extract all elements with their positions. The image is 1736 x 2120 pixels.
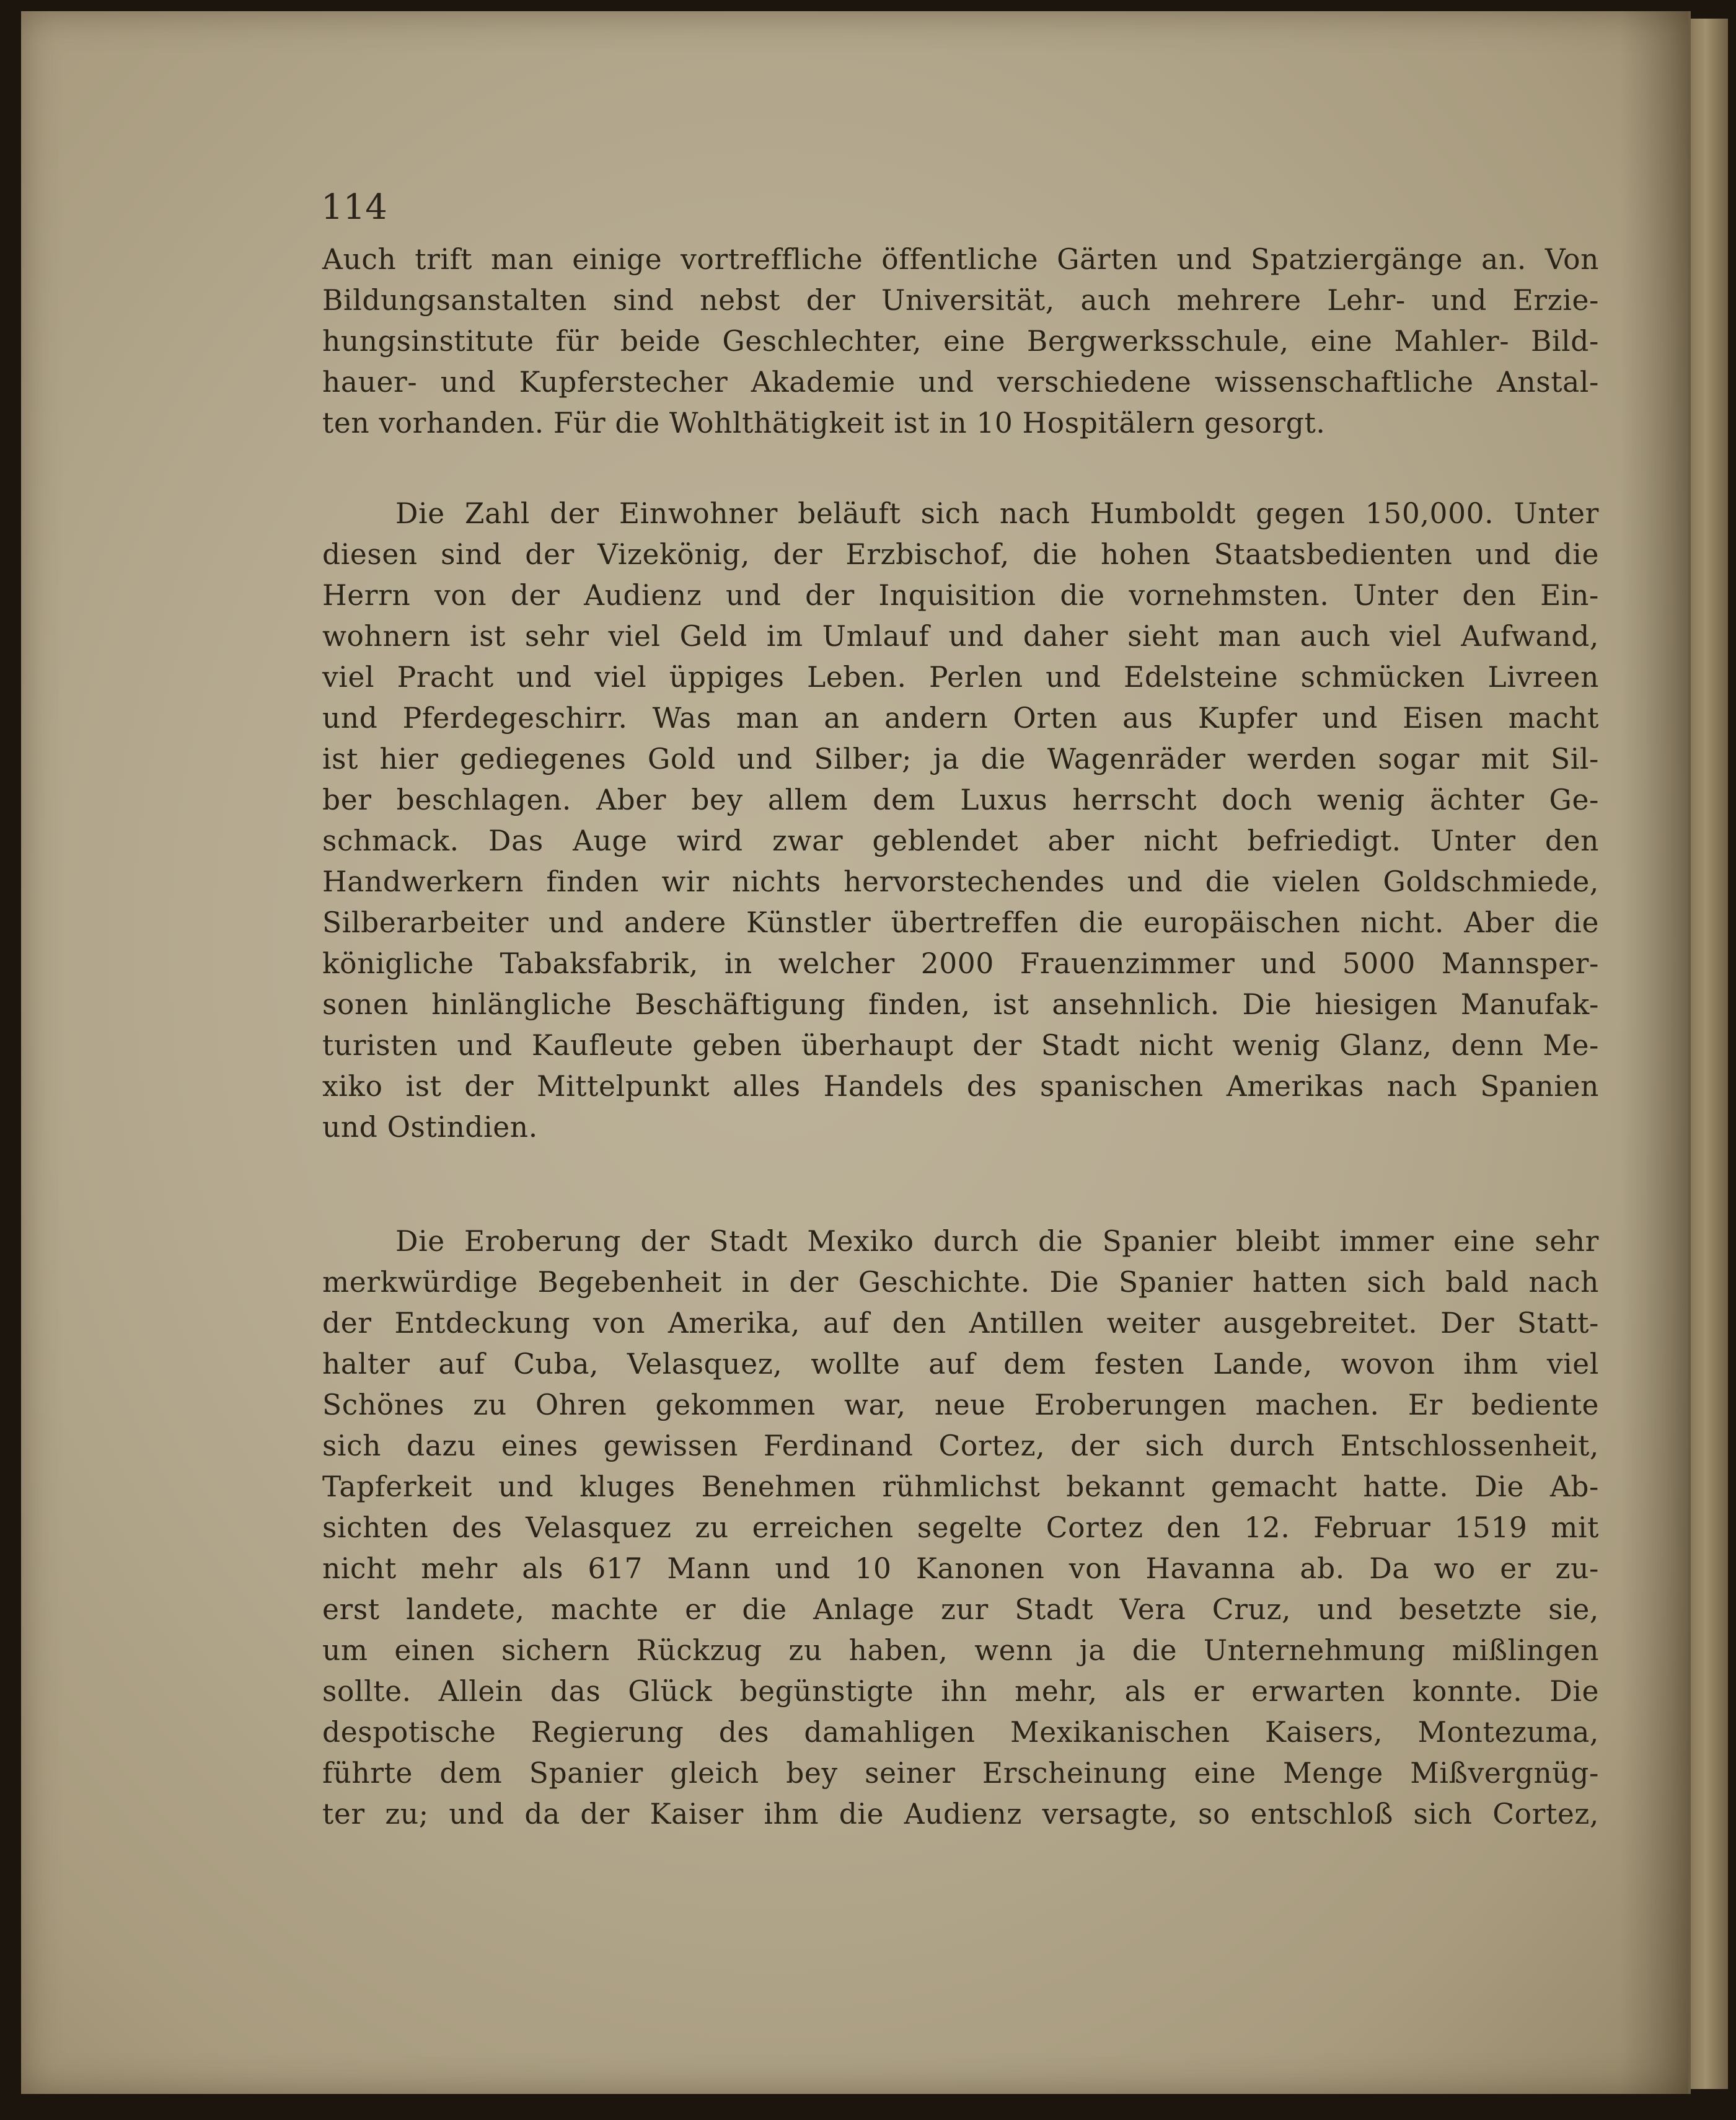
text-line: um einen sichern Rückzug zu haben, wenn ja die Unternehmung mißlingen bbox=[322, 1634, 1599, 1667]
text-line: ten vorhanden. Für die Wohlthätigkeit ist in 10 Hospitälern gesorgt. bbox=[322, 407, 1326, 439]
text-line: Bildungsanstalten sind nebst der Universität, auch mehrere Lehr- und Erzie- bbox=[322, 284, 1599, 317]
text-line: diesen sind der Vizekönig, der Erzbischof, die hohen Staatsbedienten und die bbox=[322, 538, 1599, 571]
adjacent-page-edge bbox=[1691, 19, 1728, 2089]
text-line: Tapferkeit und kluges Benehmen rühmlichst bekannt gemacht hatte. Die Ab- bbox=[322, 1470, 1599, 1503]
text-line: der Entdeckung von Amerika, auf den Antillen weiter ausgebreitet. Der Statt- bbox=[322, 1307, 1599, 1340]
text-line: Silberarbeiter und andere Künstler übertreffen die europäischen nicht. Aber die bbox=[322, 906, 1599, 939]
text-line: ist hier gediegenes Gold und Silber; ja die Wagenräder werden sogar mit Sil- bbox=[322, 743, 1599, 775]
text-line: sichten des Velasquez zu erreichen segelte Cortez den 12. Februar 1519 mit bbox=[322, 1511, 1599, 1544]
text-line: Herrn von der Audienz und der Inquisition die vornehmsten. Unter den Ein- bbox=[322, 579, 1599, 612]
text-line: viel Pracht und viel üppiges Leben. Perlen und Edelsteine schmücken Livreen bbox=[322, 661, 1599, 694]
text-line: despotische Regierung des damahligen Mexikanischen Kaisers, Montezuma, bbox=[322, 1716, 1599, 1749]
body-text bbox=[322, 239, 1599, 1835]
text-line: königliche Tabaksfabrik, in welcher 2000 Frauenzimmer und 5000 Mannsper- bbox=[322, 947, 1599, 980]
text-line: und Ostindien. bbox=[322, 1111, 538, 1144]
text-line: Handwerkern finden wir nichts hervorstechendes und die vielen Goldschmiede, bbox=[322, 865, 1599, 898]
text-line: hauer- und Kupferstecher Akademie und verschiedene wissenschaftliche Anstal- bbox=[322, 366, 1599, 399]
text-line: ber beschlagen. Aber bey allem dem Luxus herrscht doch wenig ächter Ge- bbox=[322, 784, 1599, 816]
paragraph-gap bbox=[322, 444, 1599, 493]
text-line: sonen hinlängliche Beschäftigung finden, ist ansehnlich. Die hiesigen Manufak- bbox=[322, 988, 1599, 1021]
text-line: Die Zahl der Einwohner beläuft sich nach Humboldt gegen 150,000. Unter bbox=[395, 497, 1599, 530]
text-line: turisten und Kaufleute geben überhaupt der Stadt nicht wenig Glanz, denn Me- bbox=[322, 1029, 1599, 1062]
text-line: wohnern ist sehr viel Geld im Umlauf und daher sieht man auch viel Aufwand, bbox=[322, 620, 1599, 653]
text-line: merkwürdige Begebenheit in der Geschichte. Die Spanier hatten sich bald nach bbox=[322, 1266, 1599, 1299]
text-line: xiko ist der Mittelpunkt alles Handels des spanischen Amerikas nach Spanien bbox=[322, 1070, 1599, 1103]
paragraph-gap bbox=[322, 1148, 1599, 1221]
text-line: schmack. Das Auge wird zwar geblendet aber nicht befriedigt. Unter den bbox=[322, 824, 1599, 857]
text-line: halter auf Cuba, Velasquez, wollte auf dem festen Lande, wovon ihm viel bbox=[322, 1348, 1599, 1380]
text-line: sollte. Allein das Glück begünstigte ihn mehr, als er erwarten konnte. Die bbox=[322, 1675, 1599, 1708]
text-line: ter zu; und da der Kaiser ihm die Audienz versagte, so entschloß sich Cortez, bbox=[322, 1798, 1599, 1831]
text-line: und Pferdegeschirr. Was man an andern Orten aus Kupfer und Eisen macht bbox=[322, 702, 1599, 735]
text-line: sich dazu eines gewissen Ferdinand Cortez, der sich durch Entschlossenheit, bbox=[322, 1429, 1599, 1462]
text-line: Auch trift man einige vortreffliche öffentliche Gärten und Spatziergänge an. Von bbox=[322, 243, 1599, 276]
text-line: hungsinstitute für beide Geschlechter, eine Bergwerksschule, eine Mahler- Bild- bbox=[322, 325, 1599, 358]
page-number: 114 bbox=[321, 187, 387, 227]
paragraph-2 bbox=[322, 493, 1599, 1148]
gutter-shadow bbox=[1620, 11, 1688, 2094]
text-line: Schönes zu Ohren gekommen war, neue Eroberungen machen. Er bediente bbox=[322, 1389, 1599, 1421]
text-line: Die Eroberung der Stadt Mexiko durch die Spanier bleibt immer eine sehr bbox=[395, 1225, 1599, 1258]
text-line: erst landete, machte er die Anlage zur Stadt Vera Cruz, und besetzte sie, bbox=[322, 1593, 1599, 1626]
paragraph-1 bbox=[322, 239, 1599, 444]
paragraph-3 bbox=[322, 1221, 1599, 1835]
text-line: führte dem Spanier gleich bey seiner Erscheinung eine Menge Mißvergnüg- bbox=[322, 1757, 1599, 1790]
text-line: nicht mehr als 617 Mann und 10 Kanonen von Havanna ab. Da wo er zu- bbox=[322, 1552, 1599, 1585]
